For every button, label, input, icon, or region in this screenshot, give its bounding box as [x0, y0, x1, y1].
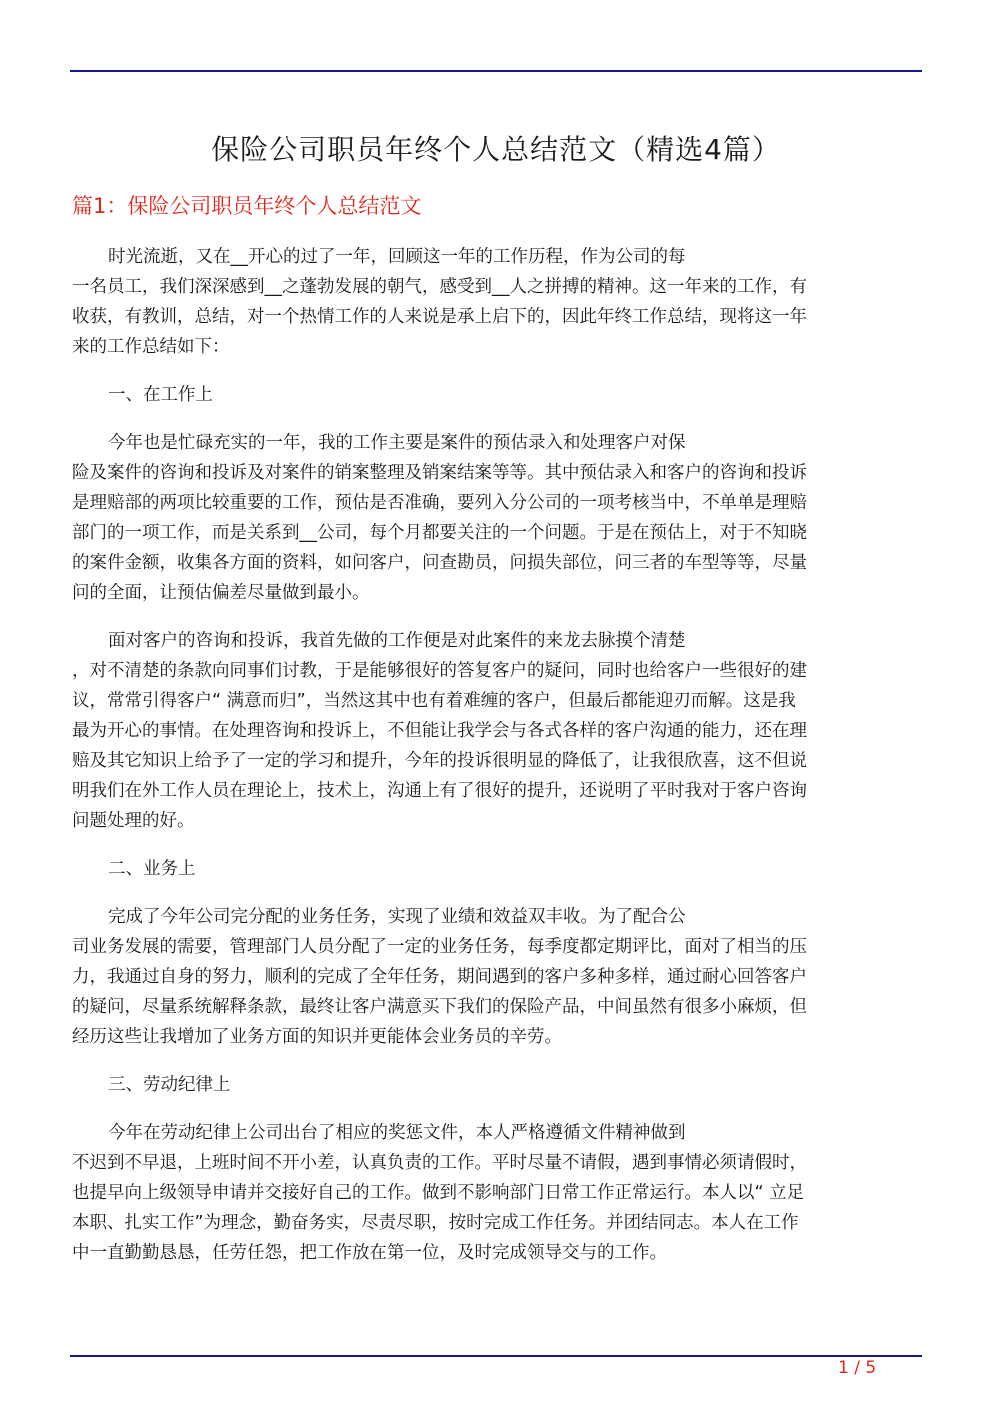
paragraph: [72, 1118, 912, 1268]
text-line: 部门的一项工作，而是关系到__公司，每个月都要关注的一个问题。于是在预估上，对于不知晓: [72, 523, 807, 543]
text-line: 的疑问，尽量系统解释条款，最终让客户满意买下我们的保险产品，中间虽然有很多小麻烦，但: [72, 997, 807, 1017]
text-line: 力，我通过自身的努力，顺利的完成了全年任务，期间遇到的客户多种多样，通过耐心回答客户: [72, 967, 807, 987]
footer-rule: [70, 1355, 922, 1357]
text-line: 今年在劳动纪律上公司出台了相应的奖惩文件，本人严格遵循文件精神做到: [108, 1123, 686, 1143]
subsection-heading: 一、在工作上: [108, 385, 213, 405]
paragraph: [72, 428, 912, 608]
text-line: 完成了今年公司完分配的业务任务，实现了业绩和效益双丰收。为了配合公: [108, 907, 686, 927]
text-line: 司业务发展的需要，管理部门人员分配了一定的业务任务，每季度都定期评比，面对了相当的压: [72, 937, 807, 957]
text-line: 一名员工，我们深深感到__之蓬勃发展的朝气，感受到__人之拼搏的精神。这一年来的工作，有: [72, 277, 807, 297]
text-line: 今年也是忙碌充实的一年，我的工作主要是案件的预估录入和处理客户对保: [108, 433, 686, 453]
subsection-heading: 三、劳动纪律上: [108, 1075, 231, 1095]
text-line: 问题处理的好。: [72, 811, 195, 831]
text-line: 来的工作总结如下：: [72, 337, 230, 357]
subsection-heading: 二、业务上: [108, 859, 196, 879]
text-line: 面对客户的咨询和投诉，我首先做的工作便是对此案件的来龙去脉摸个清楚: [108, 631, 686, 651]
text-line: 的案件金额，收集各方面的资料，如问客户，问查勘员，问损失部位，问三者的车型等等，尽量: [72, 553, 807, 573]
header-rule: [70, 70, 922, 72]
document-body: [72, 242, 912, 1286]
document-title: 保险公司职员年终个人总结范文（精选4篇）: [211, 133, 781, 166]
text-line: 也提早向上级领导申请并交接好自己的工作。做到不影响部门日常工作正常运行。本人以“ 立足: [72, 1183, 805, 1203]
section-heading: 篇1：保险公司职员年终个人总结范文: [72, 194, 422, 218]
text-line: 赔及其它知识上给予了一定的学习和提升，今年的投诉很明显的降低了，让我很欣喜，这不但说: [72, 751, 807, 771]
paragraph: [72, 242, 912, 362]
text-line: 险及案件的咨询和投诉及对案件的销案整理及销案结案等等。其中预估录入和客户的咨询和投诉: [72, 463, 807, 483]
text-line: 本职、扎实工作”为理念，勤奋务实，尽责尽职，按时完成工作任务。并团结同志。本人在工作: [72, 1213, 799, 1233]
text-line: 最为开心的事情。在处理咨询和投诉上，不但能让我学会与各式各样的客户沟通的能力，还在理: [72, 721, 807, 741]
text-line: 不迟到不早退，上班时间不开小差，认真负责的工作。平时尽量不请假，遇到事情必须请假时，: [72, 1153, 807, 1173]
text-line: 问的全面，让预估偏差尽量做到最小。: [72, 583, 370, 603]
text-line: ，对不清楚的条款向同事们讨教，于是能够很好的答复客户的疑问，同时也给客户一些很好的建: [72, 661, 807, 681]
paragraph: [72, 902, 912, 1052]
paragraph: [72, 626, 912, 836]
text-line: 议，常常引得客户“ 满意而归”，当然这其中也有着难缠的客户，但最后都能迎刃而解。这是我: [72, 691, 796, 711]
text-line: 时光流逝，又在__开心的过了一年，回顾这一年的工作历程，作为公司的每: [108, 247, 686, 267]
page-number: 1 / 5: [838, 1358, 877, 1378]
text-line: 明我们在外工作人员在理论上，技术上，沟通上有了很好的提升，还说明了平时我对于客户咨询: [72, 781, 807, 801]
text-line: 收获，有教训，总结，对一个热情工作的人来说是承上启下的，因此年终工作总结，现将这一年: [72, 307, 807, 327]
text-line: 经历这些让我增加了业务方面的知识并更能体会业务员的辛劳。: [72, 1027, 562, 1047]
text-line: 中一直勤勤恳恳，任劳任怨，把工作放在第一位，及时完成领导交与的工作。: [72, 1243, 667, 1263]
text-line: 是理赔部的两项比较重要的工作，预估是否准确，要列入分公司的一项考核当中，不单单是理赔: [72, 493, 807, 513]
